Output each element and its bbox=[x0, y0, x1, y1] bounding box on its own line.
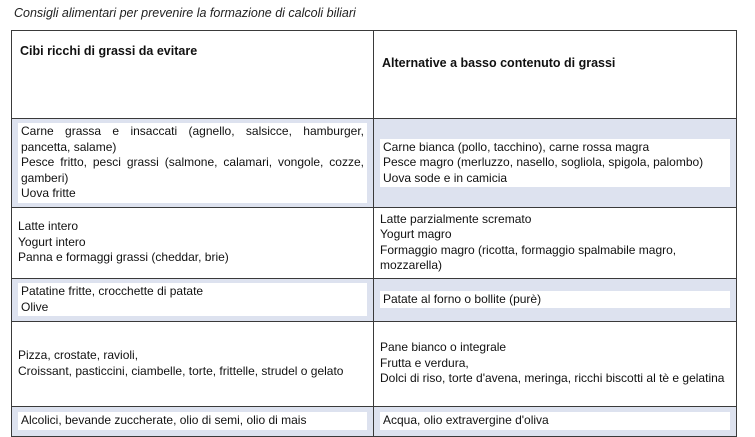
alternative-cell bbox=[374, 278, 737, 321]
list-item: Formaggio magro (ricotta, formaggio spalmabile magro, mozzarella) bbox=[380, 242, 677, 272]
avoid-cell bbox=[12, 321, 374, 406]
header-low-fat-alternatives: Alternative a basso contenuto di grassi bbox=[374, 31, 737, 119]
list-item: Carne bianca (pollo, tacchino), carne rossa magra bbox=[383, 139, 650, 154]
header-foods-to-avoid: Cibi ricchi di grassi da evitare bbox=[12, 31, 374, 119]
list-item: Pesce magro (merluzzo, nasello, sogliola, spigola, palombo) bbox=[383, 155, 704, 169]
list-item: Panna e formaggi grassi (cheddar, brie) bbox=[18, 250, 229, 265]
avoid-cell bbox=[12, 278, 374, 321]
diet-advice-table bbox=[11, 30, 737, 437]
avoid-cell bbox=[12, 406, 374, 436]
table-header-row bbox=[12, 31, 737, 119]
alternative-cell bbox=[374, 406, 737, 436]
table-caption: Consigli alimentari per prevenire la formazione di calcoli biliari bbox=[14, 6, 356, 20]
list-item: Patate al forno o bollite (purè) bbox=[383, 291, 542, 306]
table-row bbox=[12, 278, 737, 321]
list-item: Uova sode e in camicia bbox=[383, 170, 508, 185]
table-row bbox=[12, 207, 737, 278]
avoid-cell bbox=[12, 207, 374, 278]
list-item: Pizza, crostate, ravioli, bbox=[18, 348, 139, 362]
avoid-cell bbox=[12, 119, 374, 208]
table-row bbox=[12, 321, 737, 406]
list-item: Patatine fritte, crocchette di patate bbox=[21, 284, 204, 298]
alternative-cell bbox=[374, 321, 737, 406]
alternative-cell bbox=[374, 207, 737, 278]
list-item: Acqua, olio extravergine d'oliva bbox=[383, 413, 549, 428]
alternative-cell bbox=[374, 119, 737, 208]
list-item: Yogurt magro bbox=[380, 227, 452, 241]
list-item: Pesce fritto, pesci grassi (salmone, calamari, vongole, cozze, gamberi) bbox=[21, 155, 364, 185]
list-item: Olive bbox=[21, 299, 49, 314]
list-item: Frutta e verdura, bbox=[380, 355, 469, 370]
list-item: Pane bianco o integrale bbox=[380, 340, 507, 355]
list-item: Yogurt intero bbox=[18, 234, 86, 249]
list-item: Carne grassa e insaccati (agnello, salsicce, hamburger, pancetta, salame) bbox=[21, 124, 364, 154]
table-row bbox=[12, 406, 737, 436]
list-item: Dolci di riso, torte d'avena, meringa, ricchi biscotti al tè e gelatina bbox=[380, 371, 725, 386]
list-item: Uova fritte bbox=[21, 186, 76, 200]
list-item: Croissant, pasticcini, ciambelle, torte, frittelle, strudel o gelato bbox=[18, 363, 344, 378]
list-item: Alcolici, bevande zuccherate, olio di semi, olio di mais bbox=[21, 413, 307, 428]
list-item: Latte parzialmente scremato bbox=[380, 211, 532, 226]
table-row bbox=[12, 119, 737, 208]
list-item: Latte intero bbox=[18, 219, 79, 234]
